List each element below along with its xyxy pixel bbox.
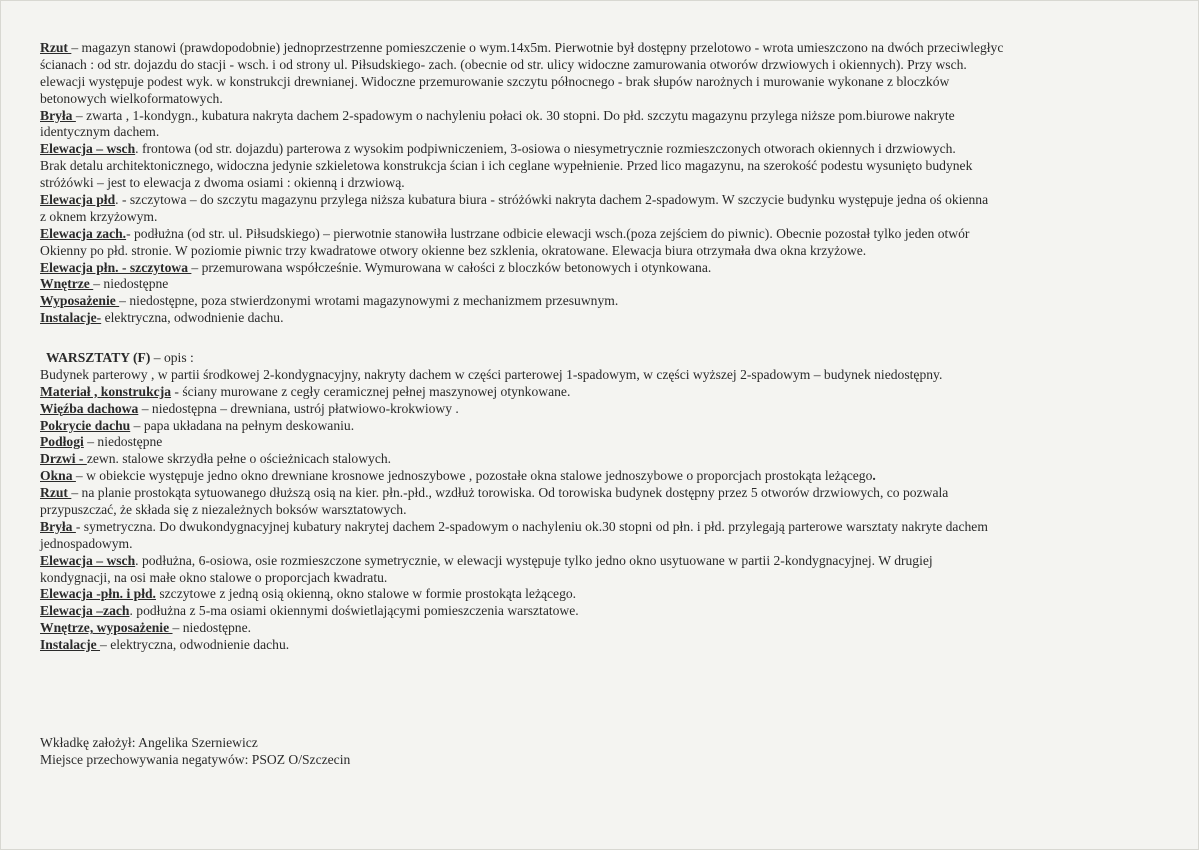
- wnetrze-text: – niedostępne: [93, 276, 169, 292]
- w-bryla-line-1: [40, 519, 1180, 536]
- w-instalacje-text: – elektryczna, odwodnienie dachu.: [100, 637, 290, 653]
- w-elewacja-pln-pld-line: [40, 586, 1180, 603]
- drzwi-text: zewn. stalowe skrzydła pełne o ościeżnicach stalowych.: [86, 451, 392, 467]
- bryla-text: – zwarta , 1-kondygn., kubatura nakryta dachem 2-spadowym o nachyleniu połaci ok. 30 stopni. Do płd. szczytu magazynu przylega niższe pom.biurowe nakryte: [75, 107, 955, 123]
- warsztaty-title-suffix: – opis :: [150, 350, 194, 365]
- instalacje-line: [40, 310, 1180, 327]
- w-wnetrze-heading: Wnętrze, wyposażenie: [40, 620, 173, 636]
- bryla-heading: Bryła: [40, 107, 76, 123]
- wyposazenie-line: [40, 293, 1180, 310]
- w-wnetrze-text: – niedostępne.: [172, 620, 252, 636]
- wiezba-heading: Więźba dachowa: [40, 400, 139, 416]
- pokrycie-heading: Pokrycie dachu: [40, 417, 131, 433]
- w-instalacje-heading: Instalacje: [40, 637, 101, 653]
- rzut-heading: Rzut: [40, 40, 72, 55]
- elewacja-wsch-line-3: stróżówki – jest to elewacja z dwoma osiami : okienną i drzwiową.: [40, 175, 405, 191]
- elewacja-wsch-heading: Elewacja – wsch: [40, 141, 136, 157]
- warsztaty-title: WARSZTATY (F): [46, 350, 151, 365]
- w-elewacja-zach-line: [40, 603, 1180, 620]
- podlogi-text: – niedostępne: [83, 434, 163, 450]
- pokrycie-text: – papa układana na pełnym deskowaniu.: [130, 417, 355, 433]
- drzwi-line: [40, 451, 1180, 468]
- w-instalacje-line: [40, 637, 1180, 654]
- w-elewacja-wsch-line-2: kondygnacji, na osi małe okno stalowe o proporcjach kwadratu.: [40, 569, 388, 585]
- elewacja-pld-line-1: [40, 192, 1180, 209]
- w-rzut-text: – na planie prostokąta sytuowanego dłuższą osią na kier. płn.-płd., wzdłuż torowiska. Od torowiska budynek dostępny przez 5 otworów drzwiowych, co pozwala: [71, 485, 949, 501]
- okna-end: .: [872, 468, 876, 484]
- w-elewacja-pln-pld-heading: Elewacja -płn. i płd.: [40, 586, 156, 602]
- w-bryla-text: - symetryczna. Do dwukondygnacyjnej kubatury nakrytej dachem 2-spadowym o nachyleniu ok.30 stopni od płn. i płd. przylegają parterowe warsztaty nakryte dachem: [75, 518, 988, 534]
- elewacja-pld-line-2: z oknem krzyżowym.: [40, 208, 158, 224]
- wiezba-line: [40, 401, 1180, 418]
- rzut-line-1: [40, 40, 1180, 57]
- elewacja-zach-line-2: Okienny po płd. stronie. W poziomie piwnic trzy kwadratowe otwory okienne bez szklenia, okratowane. Elewacja biura otrzymała dwa okna krzyżowe.: [40, 242, 867, 258]
- elewacja-wsch-text: . frontowa (od str. dojazdu) parterowa z wysokim podpiwniczeniem, 3-osiowa o niesymetrycznie rozmieszczonych otworach okiennych i drzwiowych.: [135, 141, 956, 157]
- rzut-line-4: betonowych wielkoformatowych.: [40, 90, 223, 106]
- elewacja-pln-text: – przemurowana współcześnie. Wymurowana w całości z bloczków betonowych i otynkowana.: [191, 259, 712, 275]
- footer-section: [40, 735, 1180, 769]
- instalacje-text: elektryczna, odwodnienie dachu.: [101, 310, 284, 326]
- okna-heading: Okna: [40, 468, 76, 484]
- instalacje-heading: Instalacje-: [40, 310, 102, 326]
- okna-line: [40, 468, 1180, 485]
- author-line: Wkładkę założył: Angelika Szerniewicz: [40, 735, 258, 750]
- elewacja-pln-line: [40, 260, 1180, 277]
- wnetrze-heading: Wnętrze: [40, 276, 94, 292]
- rzut-line-2: ścianach : od str. dojazdu do stacji - wsch. i od strony ul. Piłsudskiego- zach. (obecnie od str. ulicy widoczne zamurowania otworów drzwiowych i okiennych). Przy wsch.: [40, 56, 967, 72]
- w-elewacja-wsch-heading: Elewacja – wsch: [40, 552, 136, 568]
- w-elewacja-zach-text: . podłużna z 5-ma osiami okiennymi doświetlającymi pomieszczenia warsztatowe.: [129, 603, 579, 619]
- w-bryla-heading: Bryła: [40, 518, 76, 534]
- pokrycie-line: [40, 418, 1180, 435]
- elewacja-zach-text: - podłużna (od str. ul. Piłsudskiego) – pierwotnie stanowiła lustrzane odbicie elewacji wsch.(poza zejściem do piwnic). Obecnie pozostał tylko jeden otwór: [126, 225, 970, 241]
- warsztaty-title-line: [40, 350, 1180, 367]
- elewacja-zach-line-1: [40, 226, 1180, 243]
- w-wnetrze-line: [40, 620, 1180, 637]
- w-bryla-line-2: jednospadowym.: [40, 535, 133, 551]
- wyposazenie-text: – niedostępne, poza stwierdzonymi wrotami magazynowymi z mechanizmem przesuwnym.: [119, 293, 619, 309]
- w-rzut-line-2: przypuszczać, że składa się z niezależnych boksów warsztatowych.: [40, 502, 407, 518]
- elewacja-pld-text: . - szczytowa – do szczytu magazynu przylega niższa kubatura biura - stróżówki nakryta dachem 2-spadowym. W szczycie budynku występuje jedna oś okienna: [115, 192, 989, 208]
- rzut-line-3: elewacji występuje podest wyk. w konstrukcji drewnianej. Widoczne przemurowanie szczytu północnego - brak słupów narożnych i murowanie wykonane z bloczków: [40, 73, 950, 89]
- drzwi-heading: Drzwi -: [40, 451, 87, 467]
- material-text: - ściany murowane z cegły ceramicznej pełnej maszynowej otynkowane.: [171, 383, 571, 399]
- wyposazenie-heading: Wyposażenie: [40, 293, 120, 309]
- w-elewacja-pln-pld-text: szczytowe z jedną osią okienną, okno stalowe w formie prostokąta leżącego.: [155, 586, 577, 602]
- warsztaty-intro: Budynek parterowy , w partii środkowej 2-kondygnacyjny, nakryty dachem w części parterowej 1-spadowym, w części wyższej 2-spadowym – budynek niedostępny.: [40, 366, 943, 382]
- elewacja-zach-heading: Elewacja zach.: [40, 225, 127, 241]
- elewacja-wsch-line-2: Brak detalu architektonicznego, widoczna jedynie szkieletowa konstrukcja ścian i ich ceglane wypełnienie. Przed lico magazynu, na szerokość podestu wysunięto budynek: [40, 158, 973, 174]
- bryla-line-1: [40, 108, 1180, 125]
- rzut-text: – magazyn stanowi (prawdopodobnie) jednoprzestrzenne pomieszczenie o wym.14x5m. Pierwotnie był dostępny przelotowo - wrota umieszczono na dwóch przeciwległyc: [71, 40, 1004, 55]
- elewacja-pld-heading: Elewacja płd: [40, 192, 116, 208]
- warsztaty-section: [40, 350, 1180, 654]
- magazyn-section: [40, 40, 1180, 327]
- elewacja-pln-heading: Elewacja płn. - szczytowa: [40, 259, 192, 275]
- w-rzut-heading: Rzut: [40, 485, 72, 501]
- material-line: [40, 384, 1180, 401]
- elewacja-wsch-line-1: [40, 141, 1180, 158]
- w-elewacja-wsch-line-1: [40, 553, 1180, 570]
- bryla-line-2: identycznym dachem.: [40, 124, 160, 140]
- w-elewacja-wsch-text: . podłużna, 6-osiowa, osie rozmieszczone symetrycznie, w elewacji występuje tylko jedno okno usytuowane w partii 2-kondygnacyjnej. W drugiej: [135, 552, 933, 568]
- wiezba-text: – niedostępna – drewniana, ustrój płatwiowo-krokwiowy .: [138, 400, 459, 416]
- podlogi-heading: Podłogi: [40, 434, 84, 450]
- okna-text: – w obiekcie występuje jedno okno drewniane krosnowe jednoszybowe , pozostałe okna stalowe jednoszybowe o proporcjach prostokąta leżącego: [75, 468, 873, 484]
- storage-line: Miejsce przechowywania negatywów: PSOZ O/Szczecin: [40, 751, 351, 767]
- wnetrze-line: [40, 276, 1180, 293]
- podlogi-line: [40, 434, 1180, 451]
- material-heading: Materiał , konstrukcja: [40, 383, 172, 399]
- w-elewacja-zach-heading: Elewacja –zach: [40, 603, 130, 619]
- w-rzut-line-1: [40, 485, 1180, 502]
